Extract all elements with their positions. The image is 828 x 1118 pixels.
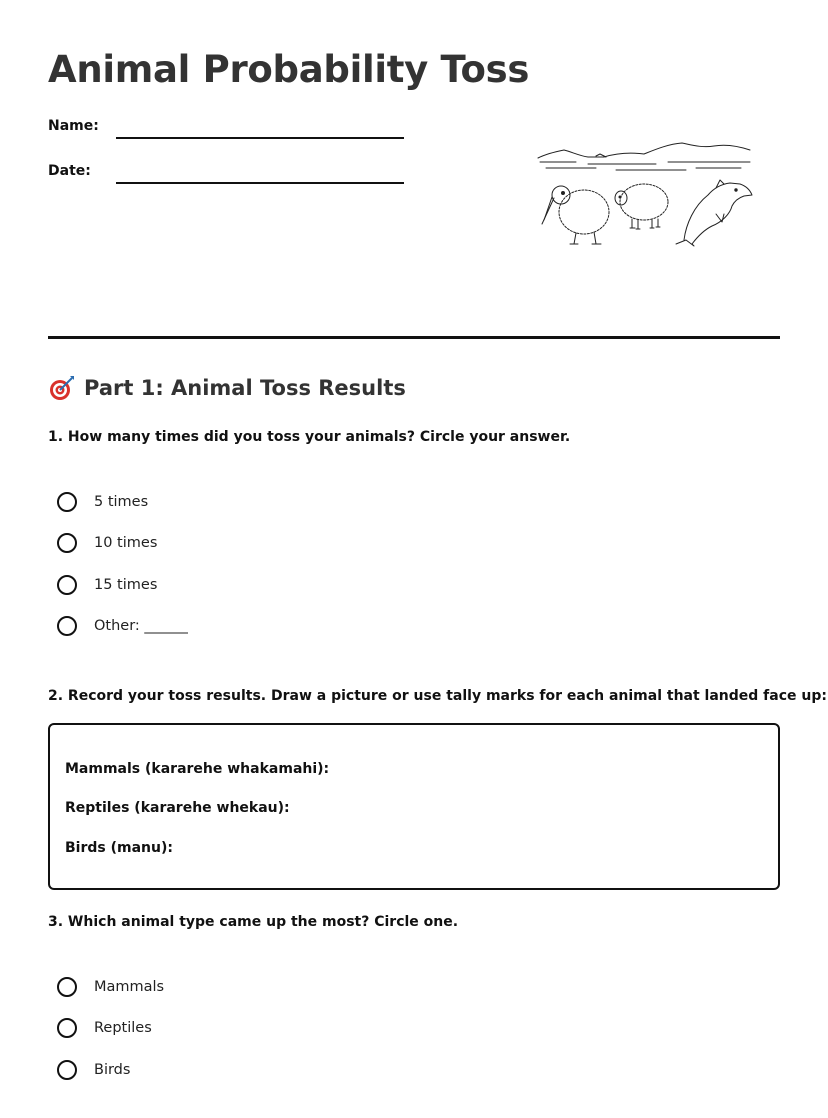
option-label: Other: ______ [94, 618, 188, 634]
radio-circle[interactable] [57, 492, 77, 512]
part1-heading-text: Part 1: Animal Toss Results [84, 376, 406, 400]
q1-option-5-times[interactable] [57, 492, 148, 512]
q3-option-birds[interactable] [57, 1060, 130, 1080]
mammals-row: Mammals (kararehe whakamahi): [65, 761, 330, 777]
radio-circle[interactable] [57, 533, 77, 553]
section-divider [48, 336, 780, 339]
q3-option-mammals[interactable] [57, 977, 164, 997]
date-label: Date: [48, 163, 91, 179]
radio-circle[interactable] [57, 1018, 77, 1038]
option-label: Birds [94, 1062, 131, 1078]
option-label: 15 times [94, 577, 158, 593]
name-field[interactable] [116, 137, 404, 139]
date-field[interactable] [116, 182, 404, 184]
option-label: 5 times [94, 494, 149, 510]
name-label: Name: [48, 118, 99, 134]
radio-circle[interactable] [57, 1060, 77, 1080]
toss-results-box[interactable] [48, 723, 780, 890]
q1-option-other[interactable] [57, 616, 188, 636]
option-label: 10 times [94, 535, 158, 551]
radio-circle[interactable] [57, 575, 77, 595]
page-title: Animal Probability Toss [48, 48, 530, 91]
target-icon [48, 374, 76, 402]
q1-option-15-times[interactable] [57, 575, 157, 595]
reptiles-row: Reptiles (kararehe whekau): [65, 800, 290, 816]
radio-circle[interactable] [57, 616, 77, 636]
option-label: Reptiles [94, 1020, 152, 1036]
q1-option-10-times[interactable] [57, 533, 157, 553]
option-label: Mammals [94, 979, 165, 995]
question-1: 1. How many times did you toss your animals? Circle your answer. [48, 429, 571, 445]
question-2: 2. Record your toss results. Draw a picture or use tally marks for each animal that landed face up: [48, 688, 827, 704]
radio-circle[interactable] [57, 977, 77, 997]
birds-row: Birds (manu): [65, 840, 173, 856]
question-3: 3. Which animal type came up the most? Circle one. [48, 914, 459, 930]
q3-option-reptiles[interactable] [57, 1018, 152, 1038]
kiwi-sheep-dolphin-illustration [536, 140, 756, 250]
part1-heading [48, 374, 406, 402]
